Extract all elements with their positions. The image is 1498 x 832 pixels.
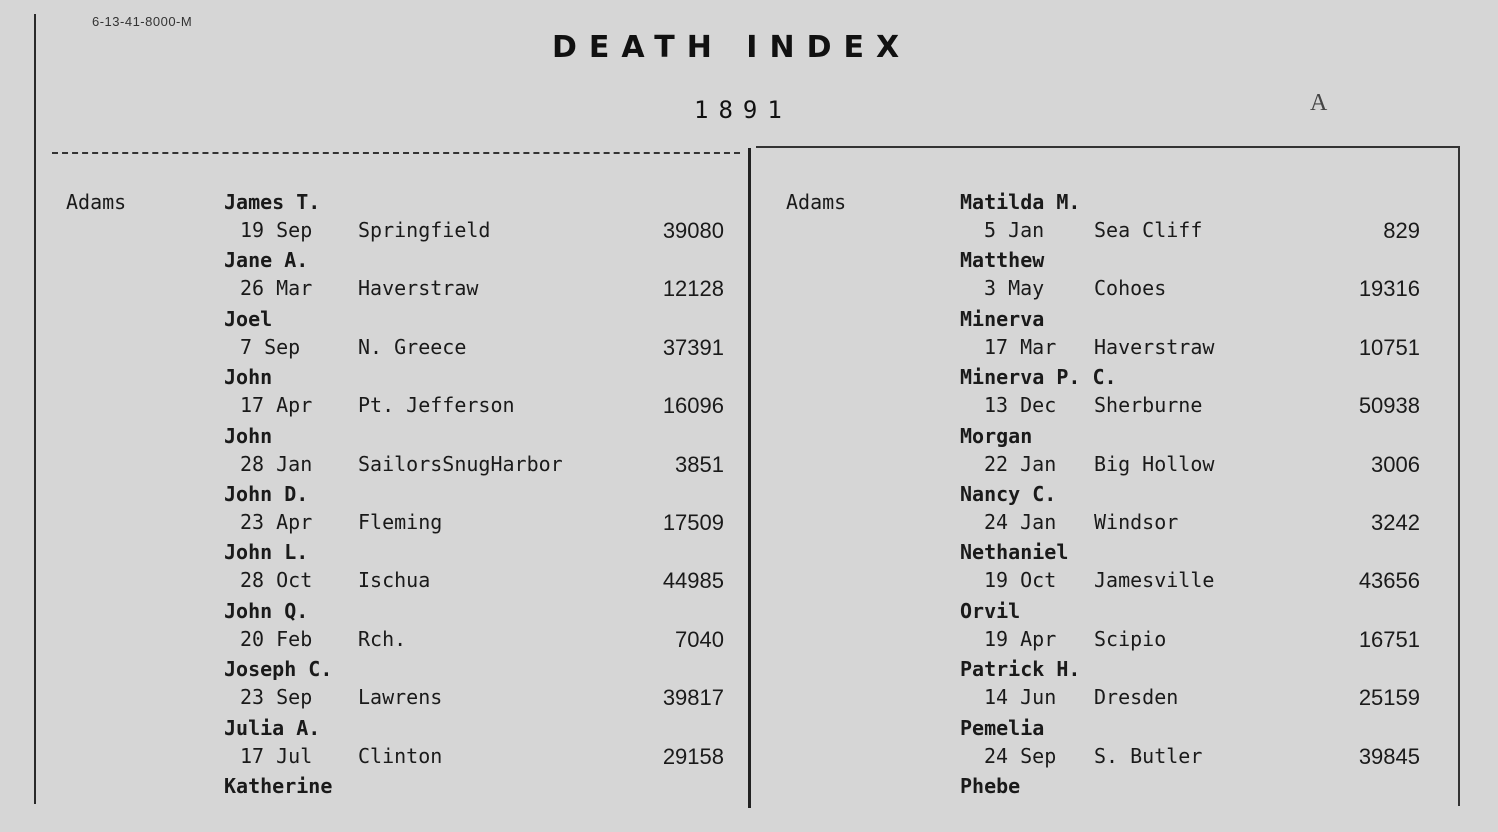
death-date: 19 Sep <box>240 218 313 242</box>
given-name: Minerva <box>960 306 1045 331</box>
death-date: 20 Feb <box>240 626 313 651</box>
certificate-number: 44985 <box>662 568 724 594</box>
certificate-number: 829 <box>1383 218 1420 243</box>
certificate-number: 16751 <box>1358 626 1420 652</box>
given-name: Julia A. <box>224 715 321 740</box>
index-entry <box>224 307 724 365</box>
death-place: Scipio <box>1094 626 1167 651</box>
index-entry <box>960 599 1420 657</box>
death-date: 28 Oct <box>240 568 313 593</box>
entry-details <box>960 510 1420 540</box>
given-name: Patrick H. <box>960 657 1081 682</box>
index-entry <box>960 365 1420 423</box>
entry-details <box>224 510 724 540</box>
death-date: 24 Jan <box>984 509 1057 534</box>
death-place: Lawrens <box>358 685 443 710</box>
index-entry <box>224 657 724 715</box>
death-date: 19 Apr <box>984 626 1057 651</box>
entry-details <box>960 276 1420 306</box>
certificate-number: 12128 <box>662 276 724 302</box>
year-heading: 1891 <box>694 96 792 124</box>
death-date: 17 Apr <box>240 393 313 418</box>
death-place: N. Greece <box>358 334 467 359</box>
entry-details <box>224 452 724 482</box>
death-place: Ischua <box>358 568 431 593</box>
left-entries-list <box>224 190 724 832</box>
given-name: John L. <box>224 540 309 565</box>
certificate-number: 39817 <box>662 685 724 711</box>
entry-details <box>960 568 1420 598</box>
right-entries-list <box>960 190 1420 832</box>
death-place: Pt. Jefferson <box>358 393 515 418</box>
death-date: 17 Jul <box>240 743 313 768</box>
entry-details <box>960 627 1420 657</box>
index-entry <box>224 774 724 832</box>
given-name: Joseph C. <box>224 657 333 682</box>
index-entry <box>224 482 724 540</box>
death-date: 19 Oct <box>984 568 1057 593</box>
given-name: John <box>224 365 273 390</box>
death-date: 23 Sep <box>240 685 313 710</box>
death-place: Haverstraw <box>358 276 479 301</box>
given-name: Matilda M. <box>960 190 1081 214</box>
certificate-number: 25159 <box>1358 685 1420 711</box>
death-date: 3 May <box>984 276 1045 301</box>
given-name: Minerva P. C. <box>960 365 1117 390</box>
death-place: Windsor <box>1094 509 1179 534</box>
entry-details <box>960 744 1420 774</box>
form-code: 6-13-41-8000-M <box>92 14 193 29</box>
entry-details <box>224 393 724 423</box>
column-divider <box>748 148 751 808</box>
entry-details <box>224 802 724 832</box>
index-entry <box>960 774 1420 832</box>
certificate-number: 7040 <box>675 626 724 652</box>
certificate-number: 29158 <box>662 743 724 769</box>
index-entry <box>960 540 1420 598</box>
index-entry <box>224 599 724 657</box>
death-date: 26 Mar <box>240 276 313 301</box>
death-date: 28 Jan <box>240 451 313 476</box>
entry-details <box>224 568 724 598</box>
certificate-number: 37391 <box>662 334 724 360</box>
given-name: John D. <box>224 481 309 506</box>
death-date: 14 Jun <box>984 685 1057 710</box>
certificate-number: 3851 <box>675 451 724 477</box>
certificate-number: 19316 <box>1358 276 1420 302</box>
certificate-number: 3006 <box>1371 451 1420 477</box>
index-entry <box>960 424 1420 482</box>
entry-details <box>224 685 724 715</box>
death-date: 17 Mar <box>984 334 1057 359</box>
entry-details <box>960 393 1420 423</box>
given-name: John <box>224 423 273 448</box>
death-place: Springfield <box>358 218 491 242</box>
entry-details <box>960 335 1420 365</box>
death-place: Clinton <box>358 743 443 768</box>
surname-label: Adams <box>786 190 847 214</box>
corner-mark: A <box>1310 90 1328 116</box>
given-name: Pemelia <box>960 715 1045 740</box>
index-entry <box>960 190 1420 248</box>
page-title: DEATH INDEX <box>552 30 912 65</box>
death-place: Rch. <box>358 626 407 651</box>
given-name: Morgan <box>960 423 1033 448</box>
index-entry <box>960 307 1420 365</box>
right-column-edge <box>1458 146 1460 806</box>
certificate-number: 39845 <box>1358 743 1420 769</box>
certificate-number: 39080 <box>662 218 724 243</box>
given-name: Nethaniel <box>960 540 1069 565</box>
left-margin-rule <box>34 14 36 804</box>
given-name: Nancy C. <box>960 481 1057 506</box>
entry-details <box>224 276 724 306</box>
death-place: Dresden <box>1094 685 1179 710</box>
index-entry <box>224 248 724 306</box>
left-column-top-rule <box>52 152 740 154</box>
entry-details <box>224 744 724 774</box>
death-place: Jamesville <box>1094 568 1215 593</box>
death-date: 13 Dec <box>984 393 1057 418</box>
death-date: 24 Sep <box>984 743 1057 768</box>
death-place: Sherburne <box>1094 393 1203 418</box>
given-name: Jane A. <box>224 248 309 273</box>
entry-details <box>960 218 1420 248</box>
given-name: Matthew <box>960 248 1045 273</box>
death-date: 23 Apr <box>240 509 313 534</box>
death-place: Big Hollow <box>1094 451 1215 476</box>
entry-details <box>224 218 724 248</box>
certificate-number: 17509 <box>662 509 724 535</box>
given-name: John Q. <box>224 598 309 623</box>
index-entry <box>224 424 724 482</box>
death-place: SailorsSnugHarbor <box>358 451 563 476</box>
certificate-number: 3242 <box>1371 509 1420 535</box>
index-entry <box>960 248 1420 306</box>
death-date: 7 Sep <box>240 334 301 359</box>
index-entry <box>224 365 724 423</box>
certificate-number: 43656 <box>1358 568 1420 594</box>
given-name: Phebe <box>960 773 1021 798</box>
death-place: Sea Cliff <box>1094 218 1203 242</box>
given-name: Joel <box>224 306 273 331</box>
index-entry <box>960 716 1420 774</box>
death-date: 22 Jan <box>984 451 1057 476</box>
given-name: Orvil <box>960 598 1021 623</box>
entry-details <box>224 335 724 365</box>
death-date: 5 Jan <box>984 218 1045 242</box>
index-entry <box>960 657 1420 715</box>
death-place: S. Butler <box>1094 743 1203 768</box>
index-entry <box>224 190 724 248</box>
entry-details <box>960 802 1420 832</box>
certificate-number: 50938 <box>1358 393 1420 419</box>
certificate-number: 16096 <box>662 393 724 419</box>
death-place: Fleming <box>358 509 443 534</box>
entry-details <box>960 452 1420 482</box>
index-entry <box>960 482 1420 540</box>
surname-label: Adams <box>66 190 127 214</box>
entry-details <box>224 627 724 657</box>
given-name: James T. <box>224 190 321 214</box>
given-name: Katherine <box>224 773 333 798</box>
death-place: Haverstraw <box>1094 334 1215 359</box>
certificate-number: 10751 <box>1358 334 1420 360</box>
index-entry <box>224 716 724 774</box>
death-place: Cohoes <box>1094 276 1167 301</box>
entry-details <box>960 685 1420 715</box>
index-entry <box>224 540 724 598</box>
right-column-top-rule <box>756 146 1460 148</box>
